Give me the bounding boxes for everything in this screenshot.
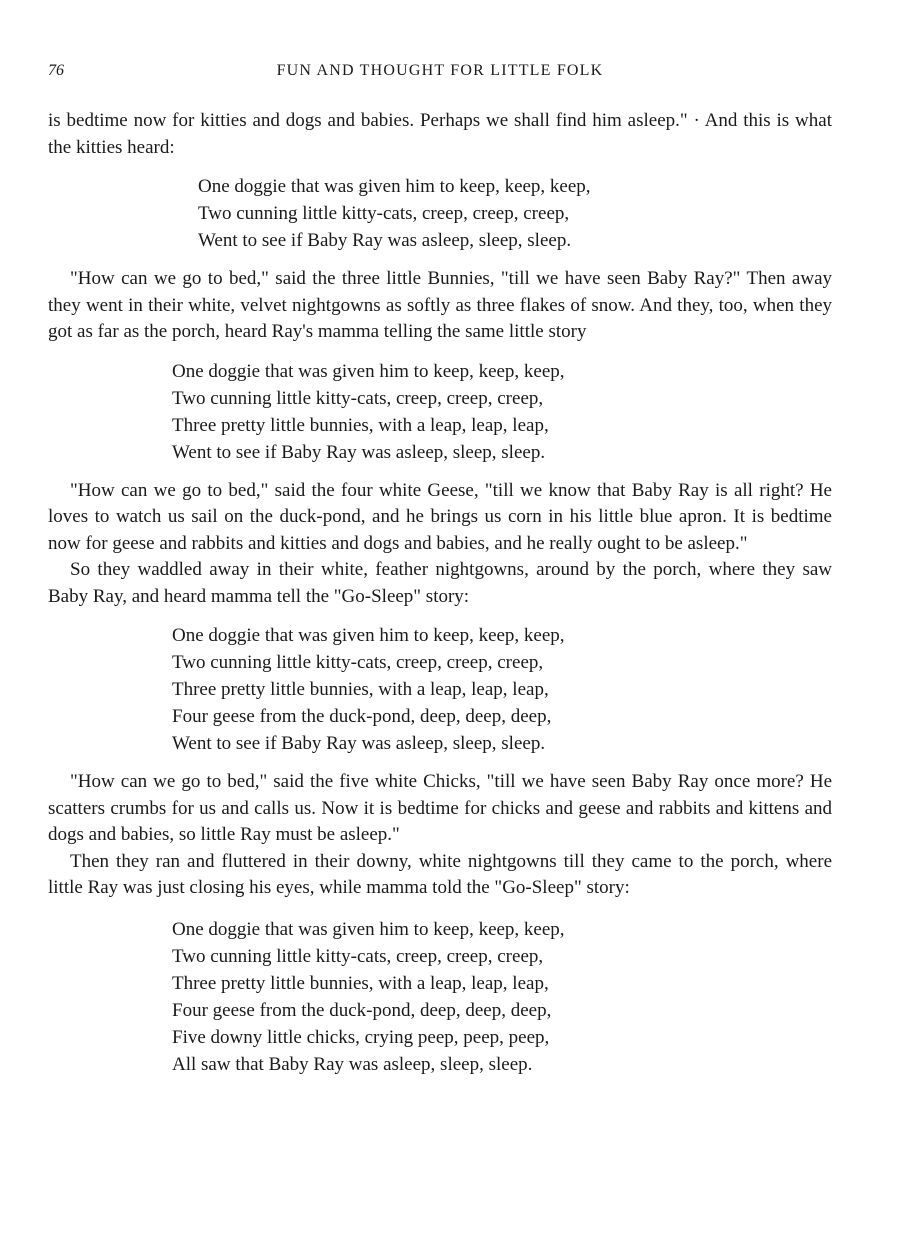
verse-line: One doggie that was given him to keep, keep, keep, [198, 176, 591, 197]
page-header [48, 62, 832, 90]
verse-line: Three pretty little bunnies, with a leap, leap, leap, [172, 414, 549, 436]
verse-4 [48, 916, 832, 1078]
paragraph-5: "How can we go to bed," said the five white Chicks, "till we have seen Baby Ray once more? He scatters crumbs for us and calls us. Now it is bedtime for chicks and geese and rabbits and kittens and dogs and babies, so little Ray must be asleep." [48, 771, 832, 845]
verse-line: Two cunning little kitty-cats, creep, creep, creep, [172, 945, 544, 967]
verse-line: Went to see if Baby Ray was asleep, sleep, sleep. [198, 230, 572, 251]
verse-line: One doggie that was given him to keep, keep, keep, [172, 918, 565, 940]
verse-line: Four geese from the duck-pond, deep, deep, deep, [172, 999, 552, 1021]
verse-line: Three pretty little bunnies, with a leap, leap, leap, [172, 972, 549, 994]
paragraph-1: is bedtime now for kitties and dogs and babies. Perhaps we shall find him asleep." · And this is what the kitties heard: [48, 110, 832, 158]
paragraph-6: Then they ran and fluttered in their downy, white nightgowns till they came to the porch, where little Ray was just closing his eyes, while mamma told the "Go-Sleep" story: [48, 850, 832, 898]
verse-line: Three pretty little bunnies, with a leap, leap, leap, [172, 679, 549, 700]
verse-1 [48, 173, 832, 254]
running-head: FUN AND THOUGHT FOR LITTLE FOLK [276, 62, 604, 79]
paragraph-3: "How can we go to bed," said the four white Geese, "till we know that Baby Ray is all right? He loves to watch us sail on the duck-pond, and he brings us corn in his little blue apron. It is bedtime now for geese and rabbits and kitties and dogs and babies, and he really ought to be asleep." [48, 479, 832, 554]
verse-line: Went to see if Baby Ray was asleep, sleep, sleep. [172, 733, 546, 754]
paragraph-4: So they waddled away in their white, feather nightgowns, around by the porch, where they saw Baby Ray, and heard mamma tell the "Go-Sleep" story: [48, 559, 832, 607]
page-number: 76 [48, 62, 64, 79]
verse-3 [48, 622, 832, 757]
verse-line: Two cunning little kitty-cats, creep, creep, creep, [172, 652, 544, 673]
verse-line: One doggie that was given him to keep, keep, keep, [172, 360, 565, 382]
verse-2 [48, 358, 832, 466]
verse-line: Went to see if Baby Ray was asleep, sleep, sleep. [172, 441, 546, 463]
verse-line: All saw that Baby Ray was asleep, sleep, sleep. [172, 1053, 533, 1075]
book-page [48, 62, 832, 1078]
verse-line: Five downy little chicks, crying peep, peep, peep, [172, 1026, 550, 1048]
verse-line: One doggie that was given him to keep, keep, keep, [172, 625, 565, 646]
verse-line: Four geese from the duck-pond, deep, deep, deep, [172, 706, 552, 727]
verse-line: Two cunning little kitty-cats, creep, creep, creep, [172, 387, 544, 409]
paragraph-2: "How can we go to bed," said the three little Bunnies, "till we have seen Baby Ray?" Then away they went in their white, velvet nightgowns as softly as three flakes of snow. And they, too, when they got as far as the porch, heard Ray's mamma telling the same little story [48, 268, 832, 342]
verse-line: Two cunning little kitty-cats, creep, creep, creep, [198, 203, 570, 224]
